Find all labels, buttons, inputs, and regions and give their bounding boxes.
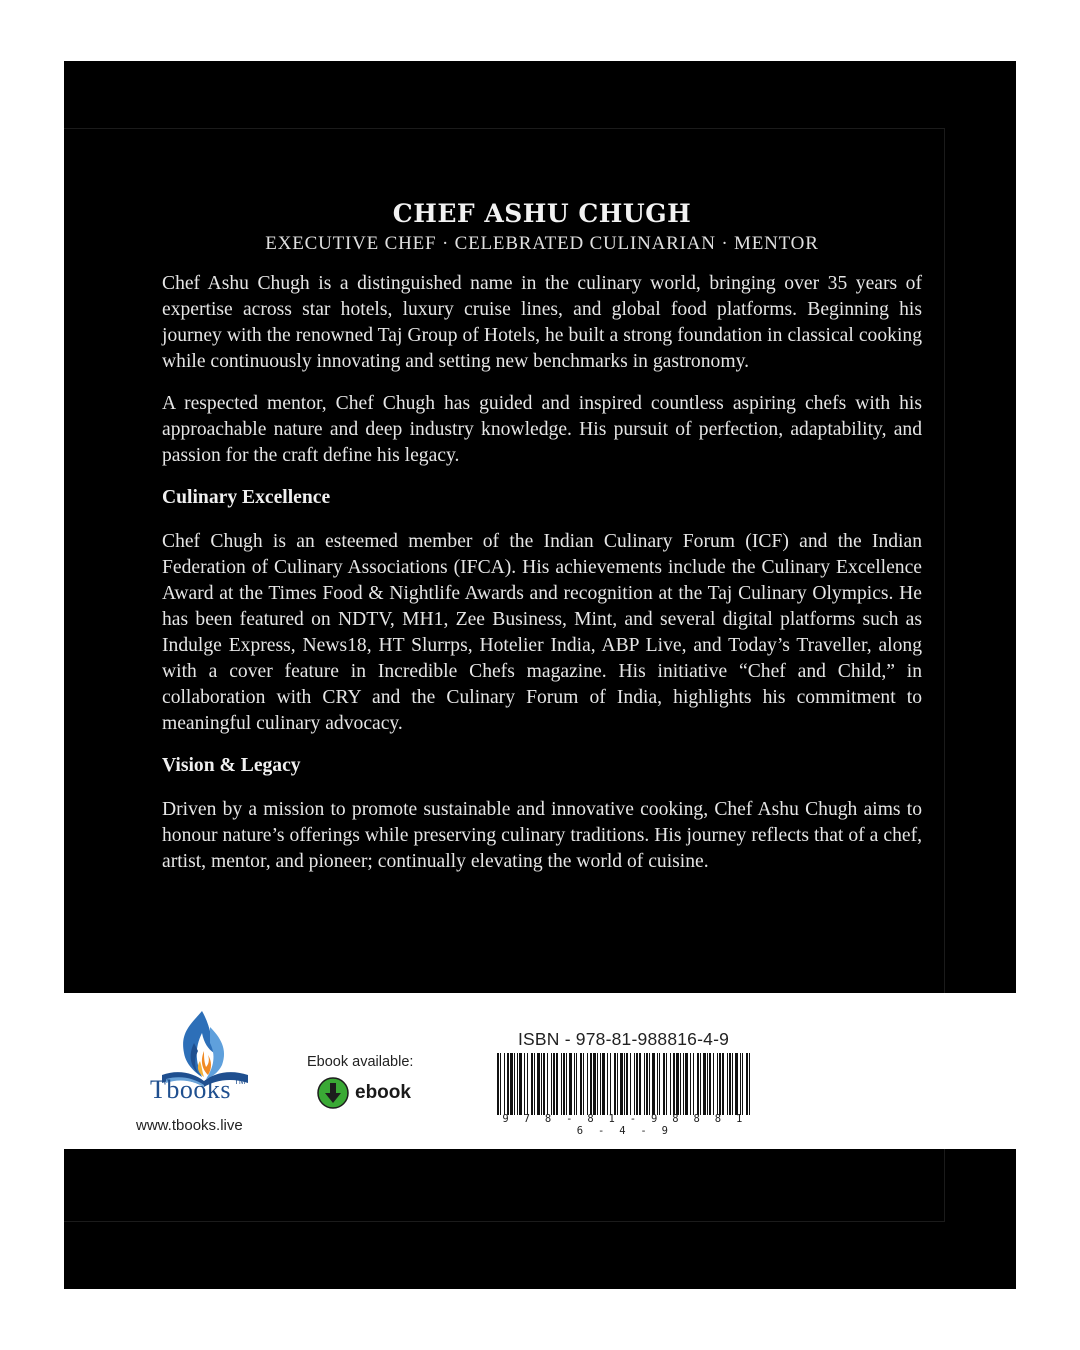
ebook-badge-text: ebook [355,1082,411,1103]
publisher-band [64,993,1016,1149]
publisher-website: www.tbooks.live [136,1117,243,1134]
vision-paragraph: Driven by a mission to promote sustainable and innovative cooking, Chef Ashu Chugh aims to honour nature’s offerings while preserving culinary traditions. His journey reflects that of a chef, artist, mentor, and pioneer; continually elevating the world of cuisine. [162,799,922,872]
isbn-label: ISBN - 978-81-988816-4-9 [518,1029,730,1049]
author-subtitle: EXECUTIVE CHEF · CELEBRATED CULINARIAN · MENTOR [265,233,819,254]
ebook-available-label: Ebook available: [307,1054,414,1070]
vision-legacy-heading: Vision & Legacy [162,755,301,776]
publisher-logo-word: Tbooks [150,1075,231,1104]
trim-line-bottom [64,1221,945,1222]
trademark-mark: TM [234,1077,246,1086]
trim-line-top [64,128,945,129]
mentor-paragraph: A respected mentor, Chef Chugh has guided and inspired countless aspiring chefs with his approachable nature and deep industry knowledge. His pursuit of perfection, adaptability, and passion for the craft define his legacy. [162,393,922,466]
download-arrow-icon [317,1077,349,1109]
intro-paragraph: Chef Ashu Chugh is a distinguished name in the culinary world, bringing over 35 years of expertise across star hotels, luxury cruise lines, and global food platforms. Beginning his journey with the renowned Taj Group of Hotels, he built a strong foundation in classical cooking while continuously innovating and setting new benchmarks in gastronomy. [162,273,922,372]
ebook-badge [317,1076,411,1110]
author-title: CHEF ASHU CHUGH [392,199,692,228]
blurb-text-block [162,197,922,891]
excellence-paragraph: Chef Chugh is an esteemed member of the Indian Culinary Forum (ICF) and the Indian Federation of Culinary Associations (IFCA). His achievements include the Culinary Excellence Award at the Times Food & Nightlife Awards and recognition at the Taj Culinary Olympics. He has been featured on NDTV, MH1, Zee Business, Mint, and several digital platforms such as Indulge Express, News18, HT Slurrps, Hotelier India, ABP Live, and Today’s Traveller, along with a cover feature in Incredible Chefs magazine. His initiative “Chef and Child,” in collaboration with CRY and the Culinary Forum of India, highlights his commitment to meaningful culinary advocacy. [162,531,922,734]
barcode-digits: 9 7 8 - 8 1 - 9 8 8 8 1 6 - 4 - 9 [502,1113,747,1137]
isbn-barcode [497,1053,752,1115]
culinary-excellence-heading: Culinary Excellence [162,487,331,508]
